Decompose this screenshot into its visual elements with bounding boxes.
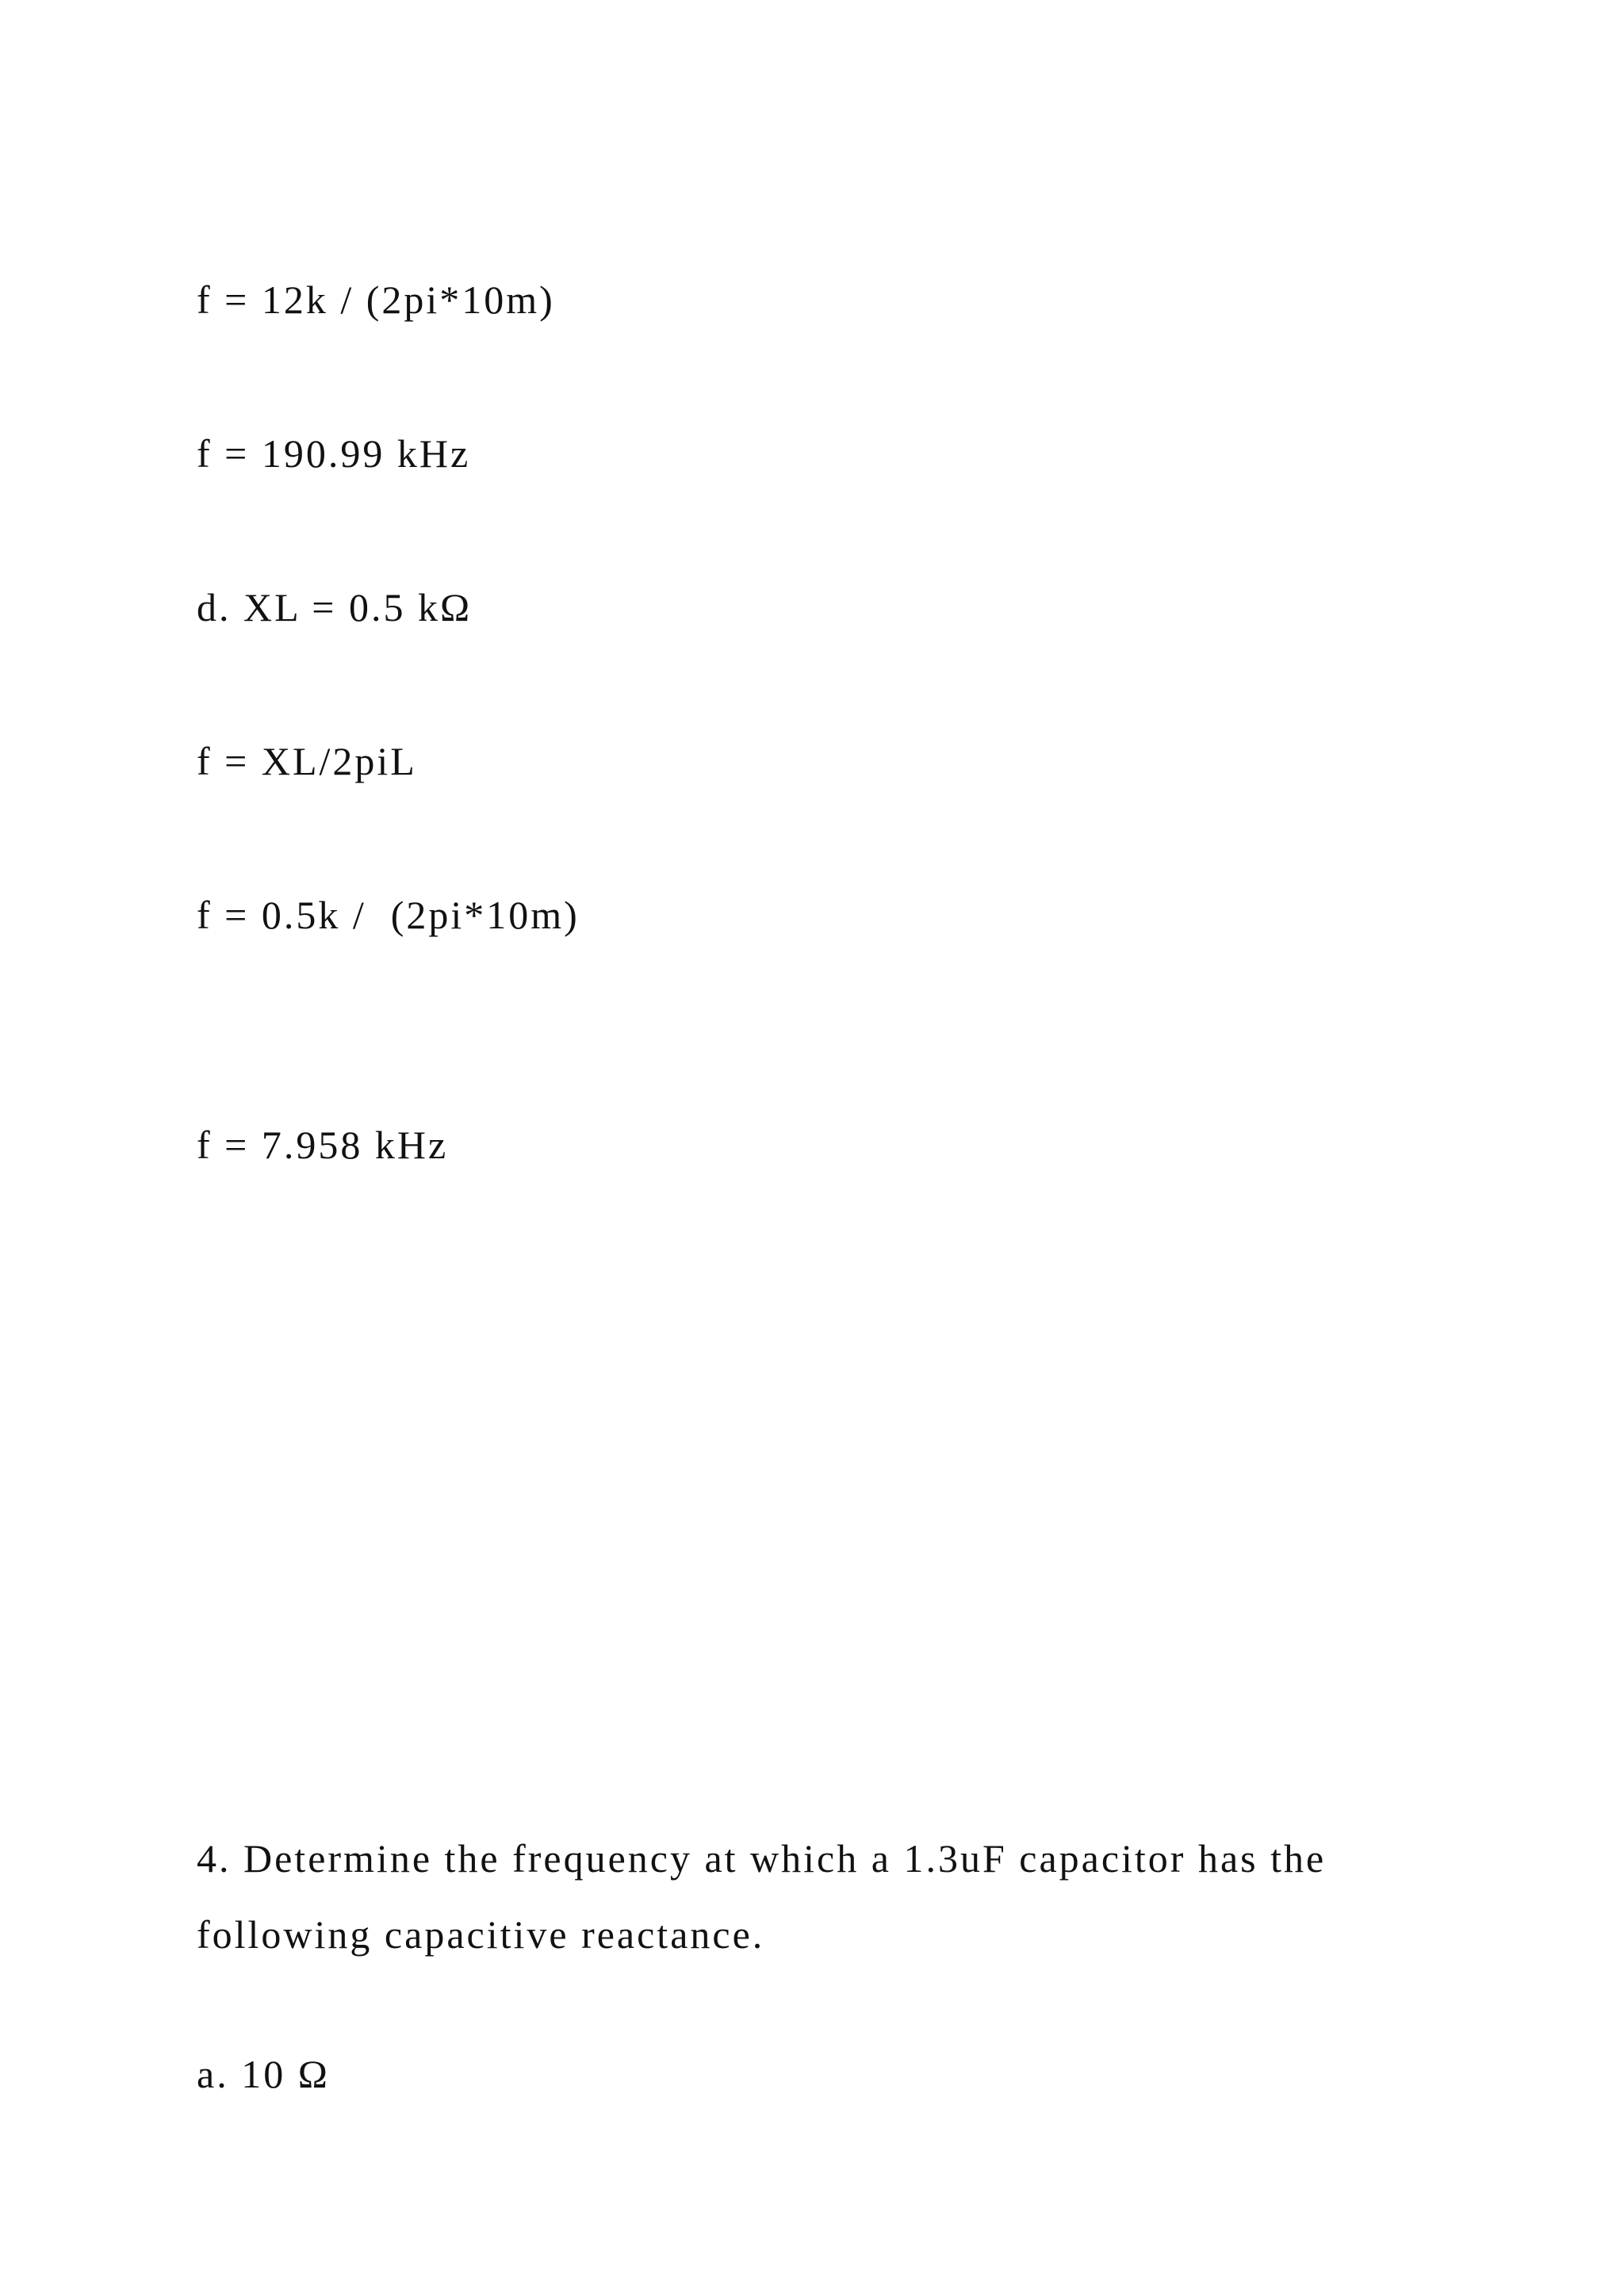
result-line: f = 190.99 kHz [197, 431, 471, 476]
formula-line: f = 12k / (2pi*10m) [197, 277, 555, 322]
question-4-text: 4. Determine the frequency at which a 1.3uF capacitor has the following capacitive reactance. [197, 1836, 1327, 1957]
formula-line: f = XL/2piL [197, 739, 417, 783]
part-d-label: d. XL = 0.5 kΩ [197, 585, 473, 629]
formula-line: f = 0.5k / (2pi*10m) [197, 893, 580, 937]
result-line: f = 7.958 kHz [197, 1123, 449, 1167]
part-a-label: a. 10 Ω [197, 2052, 330, 2096]
